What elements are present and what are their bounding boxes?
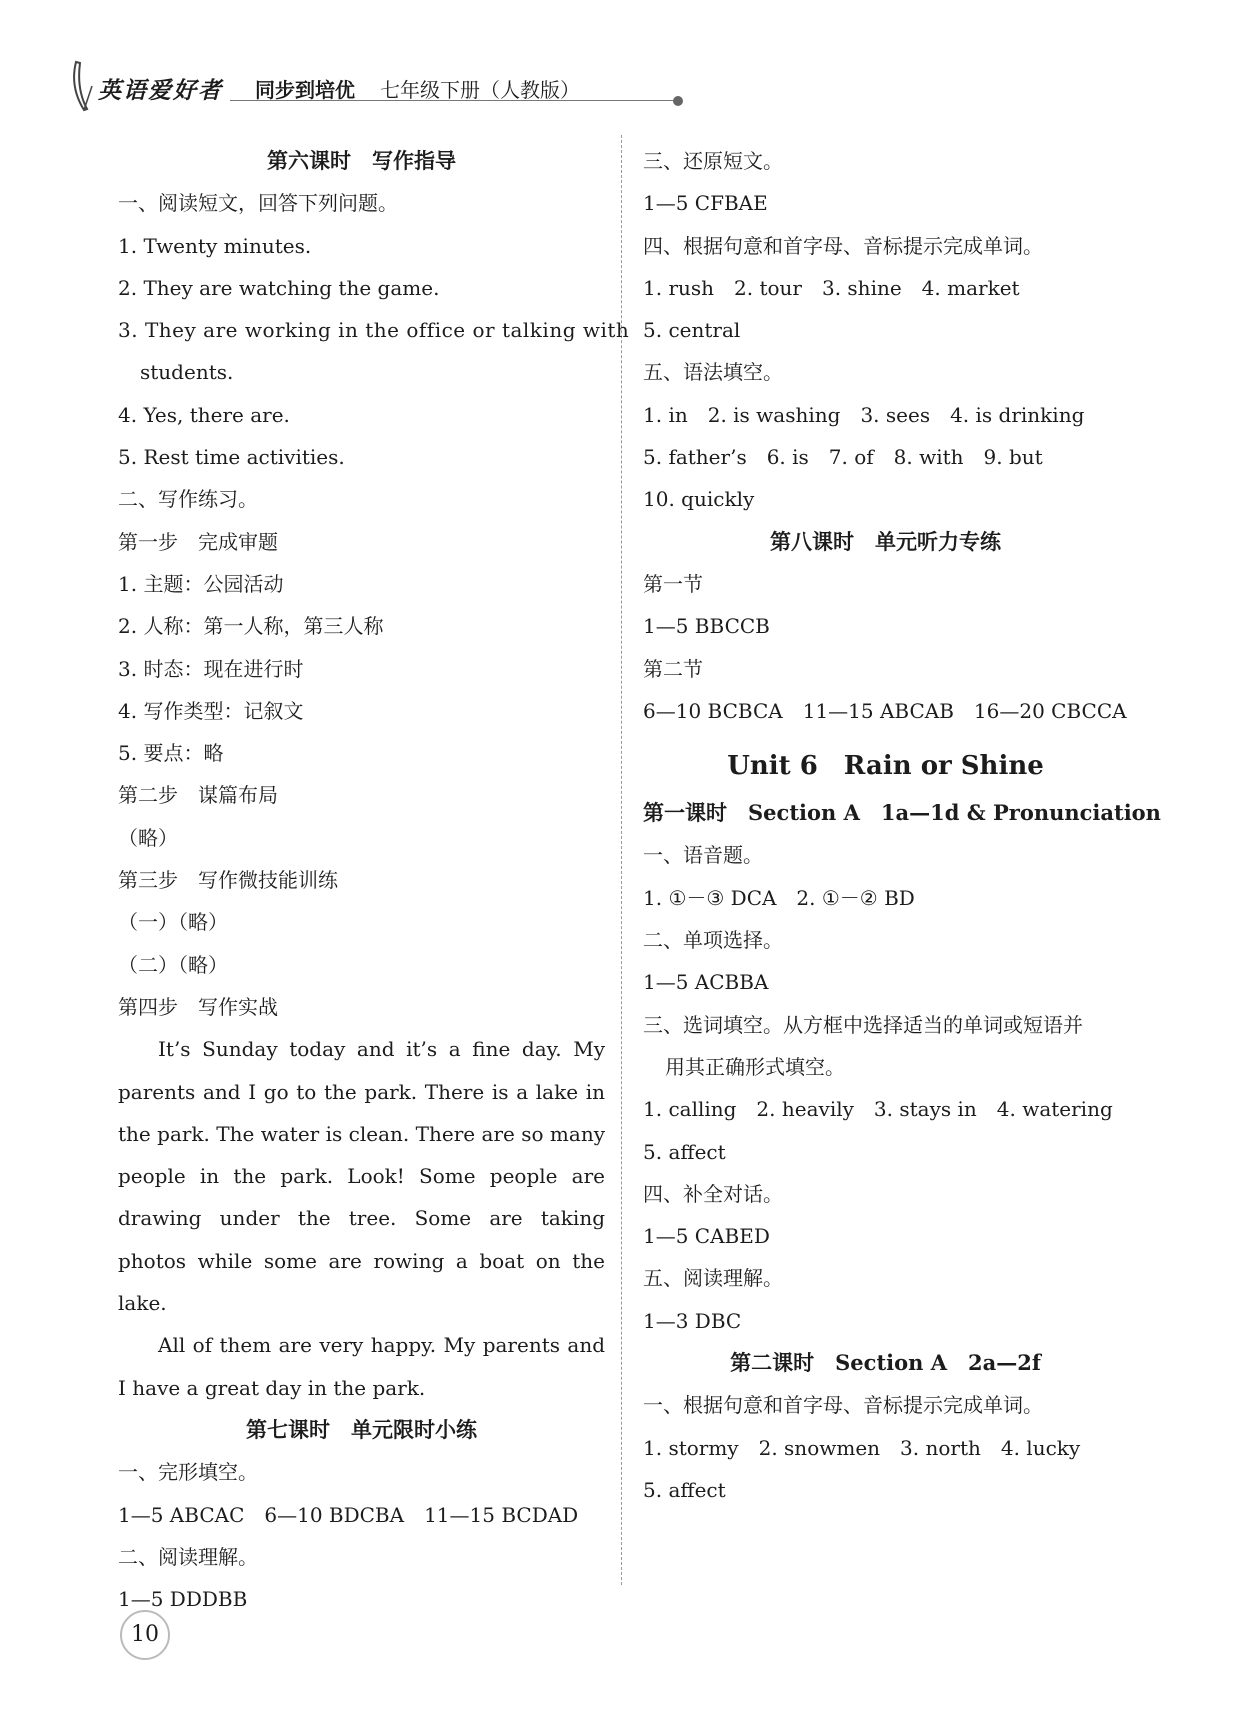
page-number: 10 <box>120 1610 170 1660</box>
answer-line: 1. ①－③ DCA 2. ①－② BD <box>643 885 915 910</box>
section-heading: 四、根据句意和首字母、音标提示完成单词。 <box>643 233 1043 258</box>
answer-line: 10. quickly <box>643 487 755 512</box>
answer-line: 3. They are working in the office or talking with <box>118 318 630 343</box>
section-heading: 三、选词填空。从方框中选择适当的单词或短语并 <box>643 1012 1083 1037</box>
series-name: 同步到培优 <box>255 78 355 102</box>
essay-paragraph: All of them are very happy. My parents and I have a great day in the park. <box>118 1333 605 1400</box>
left-column <box>118 140 630 1620</box>
answer-line: 1. stormy 2. snowmen 3. north 4. lucky <box>643 1435 1081 1460</box>
section-heading: 四、补全对话。 <box>643 1181 783 1206</box>
lesson-title: 第六课时 写作指导 <box>267 148 456 173</box>
answer-line: 1. calling 2. heavily 3. stays in 4. watering <box>643 1097 1113 1122</box>
answer-line: 3. 时态：现在进行时 <box>118 656 304 681</box>
answer-line: 1—5 DDDBB <box>118 1587 248 1612</box>
answer-line: 5. 要点：略 <box>118 741 224 766</box>
header-dot <box>673 96 683 106</box>
answer-line: 1. Twenty minutes. <box>118 233 312 258</box>
column-divider <box>621 135 622 1585</box>
step-heading: 第一步 完成审题 <box>118 529 278 554</box>
answer-line: 1. in 2. is washing 3. sees 4. is drinking <box>643 402 1085 427</box>
answer-line: （一）（略） <box>118 910 228 935</box>
lesson-title: 第七课时 单元限时小练 <box>246 1416 477 1442</box>
answer-line: 1—3 DBC <box>643 1308 742 1333</box>
section-heading: 第一节 <box>643 571 703 596</box>
answer-line: 5. Rest time activities. <box>118 445 345 470</box>
brand-name: 英语爱好者 <box>98 77 223 104</box>
essay-paragraph: It’s Sunday today and it’s a fine day. My parents and I go to the park. There is a lake in the park. The water is clean. There are so many people in the park. Look! Some people are drawing under the tree. Some are taking photos while some are rowing a boat on the lake. <box>118 1037 605 1316</box>
answer-line: 5. father’s 6. is 7. of 8. with 9. but <box>643 445 1043 470</box>
right-column <box>643 140 1161 1511</box>
page-header <box>70 60 630 110</box>
answer-line: （略） <box>118 825 178 850</box>
answer-line: 1. rush 2. tour 3. shine 4. market <box>643 275 1020 300</box>
step-heading: 第四步 写作实战 <box>118 994 278 1019</box>
answer-line: 5. affect <box>643 1139 726 1164</box>
answer-line: 1—5 ACBBA <box>643 970 769 995</box>
header-rule <box>230 100 678 101</box>
answer-line: 5. affect <box>643 1477 726 1502</box>
lesson-title: 第八课时 单元听力专练 <box>770 528 1001 554</box>
lesson-title: 第二课时 Section A 2a—2f <box>730 1350 1041 1376</box>
answer-line: 4. 写作类型：记叙文 <box>118 698 304 723</box>
section-heading: 二、阅读理解。 <box>118 1544 258 1569</box>
section-heading: 二、单项选择。 <box>643 928 783 953</box>
step-heading: 第二步 谋篇布局 <box>118 783 278 808</box>
unit-title: Unit 6 Rain or Shine <box>727 751 1044 782</box>
answer-line: students. <box>140 360 234 385</box>
answer-line: 5. central <box>643 318 741 343</box>
answer-line: 1—5 BBCCB <box>643 614 770 639</box>
section-heading: 第二节 <box>643 656 703 681</box>
answer-line: 1—5 CFBAE <box>643 191 768 216</box>
lesson-title: 第一课时 Section A 1a—1d & Pronunciation <box>643 800 1161 826</box>
grade-label: 七年级下册（人教版） <box>380 78 580 102</box>
section-heading: 一、阅读短文，回答下列问题。 <box>118 191 398 216</box>
section-heading: 用其正确形式填空。 <box>665 1054 845 1079</box>
section-heading: 三、还原短文。 <box>643 149 783 173</box>
section-heading: 一、语音题。 <box>643 843 763 868</box>
answer-line: 4. Yes, there are. <box>118 402 290 427</box>
section-heading: 五、语法填空。 <box>643 360 783 385</box>
answer-line: 1—5 CABED <box>643 1224 770 1249</box>
answer-line: 1. 主题：公园活动 <box>118 571 284 596</box>
answer-line: 1—5 ABCAC 6—10 BDCBA 11—15 BCDAD <box>118 1502 579 1527</box>
section-heading: 二、写作练习。 <box>118 487 258 512</box>
answer-line: （二）（略） <box>118 952 228 977</box>
answer-line: 6—10 BCBCA 11—15 ABCAB 16—20 CBCCA <box>643 698 1127 723</box>
section-heading: 五、阅读理解。 <box>643 1266 783 1291</box>
answer-line: 2. 人称：第一人称，第三人称 <box>118 614 384 639</box>
answer-line: 2. They are watching the game. <box>118 275 440 300</box>
step-heading: 第三步 写作微技能训练 <box>118 868 338 893</box>
section-heading: 一、完形填空。 <box>118 1460 258 1485</box>
section-heading: 一、根据句意和首字母、音标提示完成单词。 <box>643 1393 1043 1418</box>
